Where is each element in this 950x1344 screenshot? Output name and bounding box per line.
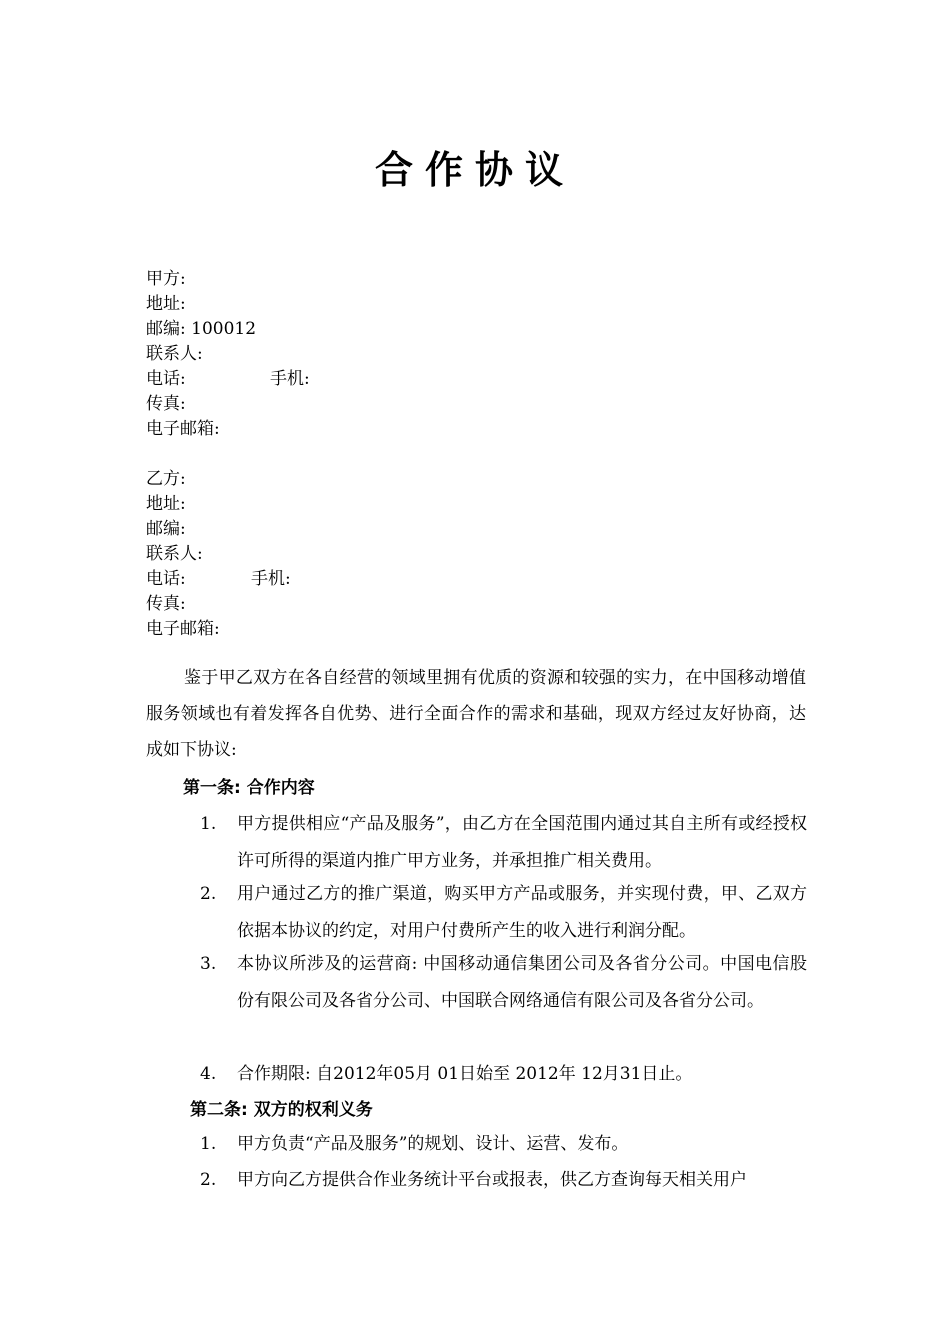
party-b-postcode: 邮编: — [146, 519, 186, 539]
preamble-paragraph: 鉴于甲乙双方在各自经营的领域里拥有优质的资源和较强的实力，在中国移动增值服务领域也有着发挥各自优势、进行全面合作的需求和基础，现双方经过友好协商，达成如下协议: — [146, 668, 806, 760]
item-number: 1. — [200, 1134, 217, 1154]
party-b-info — [146, 467, 291, 642]
article1-item-3 — [200, 946, 807, 1020]
item-text: 用户通过乙方的推广渠道，购买甲方产品或服务，并实现付费，甲、乙双方依据本协议的约定，对用户付费所产生的收入进行利润分配。 — [237, 884, 807, 941]
article2-item-2 — [200, 1162, 807, 1199]
party-b-mobile: 手机: — [251, 569, 291, 589]
item-number: 2. — [200, 1170, 217, 1190]
party-a-fax: 传真: — [146, 394, 186, 414]
party-b-fax: 传真: — [146, 594, 186, 614]
party-a-phone: 电话: — [146, 369, 186, 389]
party-a-contact: 联系人: — [146, 344, 203, 364]
party-a-name: 甲方: — [146, 269, 186, 289]
article2-item-1 — [200, 1126, 807, 1163]
party-b-contact: 联系人: — [146, 544, 203, 564]
party-b-address: 地址: — [146, 494, 186, 514]
party-b-name: 乙方: — [146, 469, 186, 489]
party-a-postcode: 邮编: 100012 — [146, 319, 257, 339]
item-number: 4. — [200, 1064, 217, 1084]
item-text: 合作期限: 自2012年05月 01日始至 2012年 12月31日止。 — [237, 1064, 693, 1084]
item-text: 甲方向乙方提供合作业务统计平台或报表，供乙方查询每天相关用户 — [237, 1170, 747, 1190]
article1-item-2 — [200, 876, 807, 950]
item-text: 甲方负责“产品及服务”的规划、设计、运营、发布。 — [237, 1134, 629, 1154]
item-number: 2. — [200, 884, 217, 904]
party-b-phone: 电话: — [146, 569, 186, 589]
article2-heading: 第二条: 双方的权利义务 — [190, 1100, 373, 1120]
document-title: 合作协议 — [374, 148, 575, 192]
item-number: 3. — [200, 954, 217, 974]
article1-item-4 — [200, 1056, 807, 1093]
article1-item-1 — [200, 806, 807, 880]
item-text: 本协议所涉及的运营商: 中国移动通信集团公司及各省分公司。中国电信股份有限公司及各省分公司、中国联合网络通信有限公司及各省分公司。 — [237, 954, 807, 1011]
item-text: 甲方提供相应“产品及服务”，由乙方在全国范围内通过其自主所有或经授权许可所得的渠道内推广甲方业务，并承担推广相关费用。 — [237, 814, 807, 871]
article1-heading: 第一条: 合作内容 — [183, 778, 315, 798]
party-b-phone-row — [146, 567, 291, 592]
item-number: 1. — [200, 814, 217, 834]
party-b-email: 电子邮箱: — [146, 619, 220, 639]
party-a-info — [146, 267, 310, 442]
party-a-address: 地址: — [146, 294, 186, 314]
party-a-phone-row — [146, 367, 310, 392]
party-a-email: 电子邮箱: — [146, 419, 220, 439]
party-a-mobile: 手机: — [270, 369, 310, 389]
